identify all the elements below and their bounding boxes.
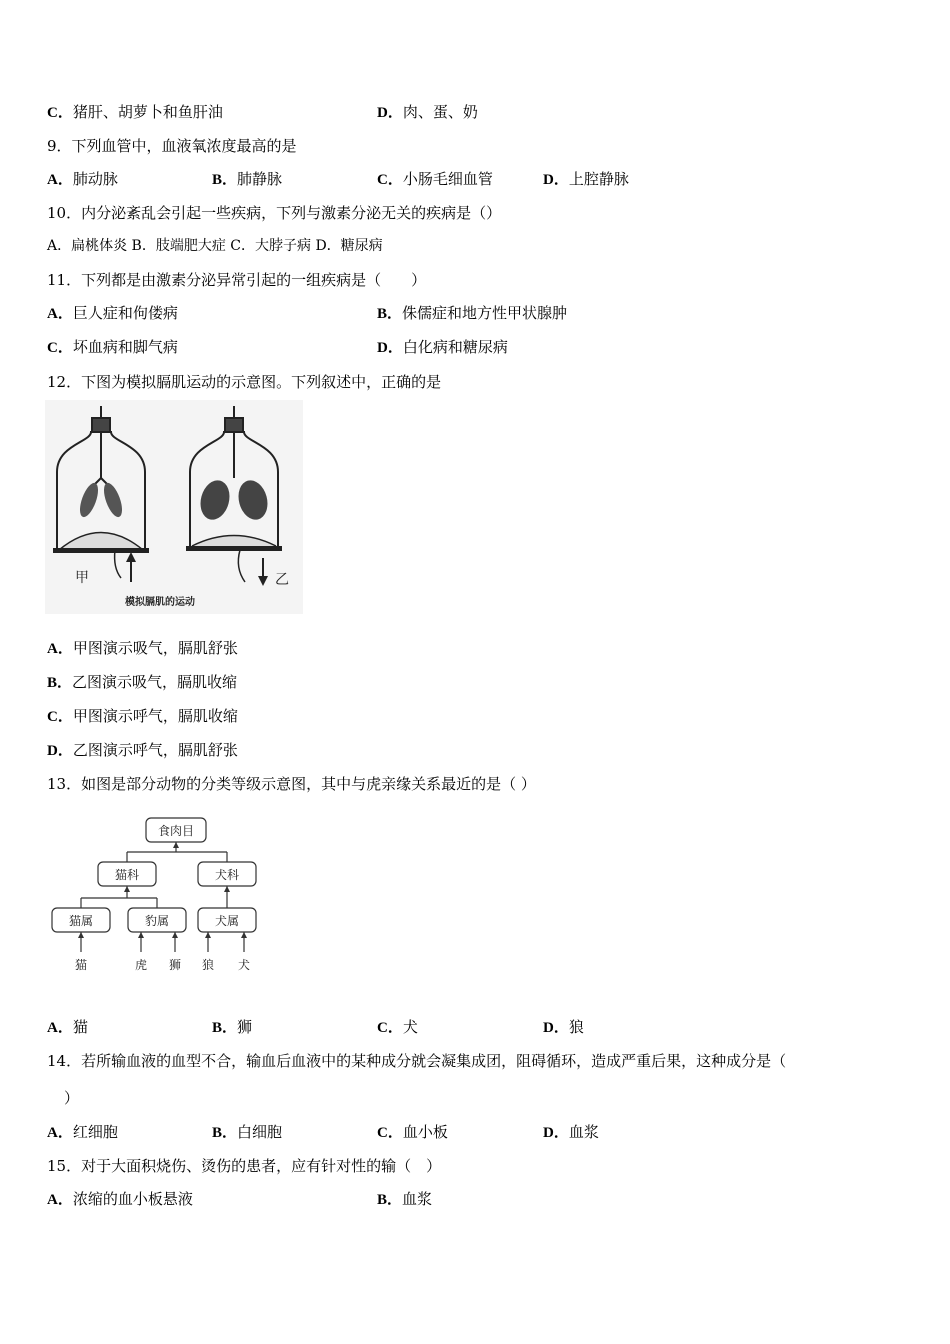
q10-options: A．扁桃体炎 B．肢端肥大症 C．大脖子病 D．糖尿病	[47, 238, 383, 254]
q9-option-d: D．上腔静脉	[543, 170, 629, 188]
q14-option-b: B．白细胞	[212, 1123, 283, 1141]
label-genus-dog: 犬属	[214, 914, 240, 928]
q10-stem: 10．内分泌紊乱会引起一些疾病，下列与激素分泌无关的疾病是（）	[47, 204, 502, 222]
label-jia: 甲	[75, 570, 89, 586]
figure-caption: 模拟膈肌的运动	[125, 597, 195, 608]
q12-option-c: C．甲图演示呼气，膈肌收缩	[47, 707, 238, 725]
q13-option-a: A．猫	[47, 1018, 88, 1036]
label-animal-dog: 犬	[237, 958, 251, 972]
q9-option-b: B．肺静脉	[212, 170, 283, 188]
q12-option-a: A．甲图演示吸气，膈肌舒张	[47, 639, 238, 657]
q13-option-b: B．狮	[212, 1018, 253, 1036]
diaphragm-model-figure	[45, 400, 303, 614]
q14-stem: 14．若所输血液的血型不合，输血后血液中的某种成分就会凝集成团，阻碍循环，造成严重后果，这种成分是（	[47, 1052, 787, 1070]
q15-option-a: A．浓缩的血小板悬液	[47, 1190, 193, 1208]
q11-option-c: C．坏血病和脚气病	[47, 338, 178, 356]
taxonomy-figure	[48, 812, 260, 977]
q12-option-b: B．乙图演示吸气，膈肌收缩	[47, 673, 238, 691]
q9-option-a: A．肺动脉	[47, 170, 118, 188]
label-animal-lion: 狮	[168, 958, 182, 972]
q11-option-d: D．白化病和糖尿病	[377, 338, 508, 356]
q9-stem: 9．下列血管中，血液氧浓度最高的是	[47, 137, 297, 155]
label-animal-wolf: 狼	[201, 958, 215, 972]
q12-stem: 12．下图为模拟膈肌运动的示意图。下列叙述中，正确的是	[47, 373, 442, 391]
label-yi: 乙	[275, 572, 289, 588]
label-animal-cat: 猫	[74, 958, 88, 972]
q13-option-c: C．犬	[377, 1018, 418, 1036]
q8-option-d: D．肉、蛋、奶	[377, 103, 478, 121]
q15-stem: 15．对于大面积烧伤、烫伤的患者，应有针对性的输（ ）	[47, 1157, 442, 1175]
label-genus-panthera: 豹属	[144, 914, 170, 928]
q13-stem: 13．如图是部分动物的分类等级示意图，其中与虎亲缘关系最近的是（ ）	[47, 775, 536, 793]
q14-option-a: A．红细胞	[47, 1123, 118, 1141]
label-family-cat: 猫科	[114, 868, 140, 882]
label-animal-tiger: 虎	[134, 958, 148, 972]
q11-option-a: A．巨人症和佝偻病	[47, 304, 178, 322]
q14-stem-end: ）	[64, 1089, 80, 1107]
q9-option-c: C．小肠毛细血管	[377, 170, 493, 188]
q11-stem: 11．下列都是由激素分泌异常引起的一组疾病是（ ）	[47, 271, 427, 289]
q14-option-c: C．血小板	[377, 1123, 448, 1141]
q14-option-d: D．血浆	[543, 1123, 599, 1141]
q12-option-d: D．乙图演示呼气，膈肌舒张	[47, 741, 238, 759]
label-family-dog: 犬科	[214, 868, 240, 882]
label-genus-cat: 猫属	[68, 914, 94, 928]
q15-option-b: B．血浆	[377, 1190, 433, 1208]
q8-option-c: C．猪肝、胡萝卜和鱼肝油	[47, 103, 223, 121]
label-order: 食肉目	[157, 824, 195, 838]
q13-option-d: D．狼	[543, 1018, 584, 1036]
q11-option-b: B．侏儒症和地方性甲状腺肿	[377, 304, 568, 322]
